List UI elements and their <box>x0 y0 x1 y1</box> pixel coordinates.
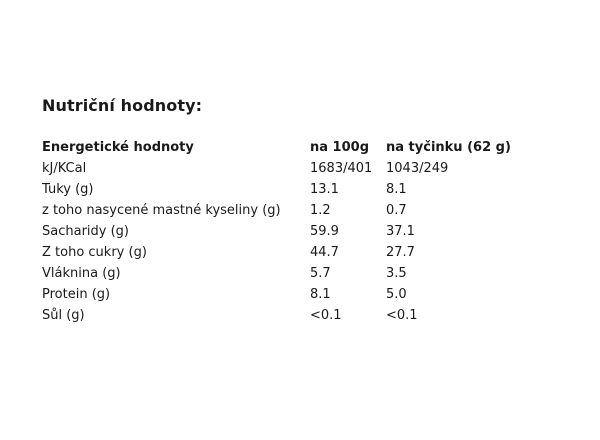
table-row <box>42 179 526 200</box>
header-per-bar: na tyčinku (62 g) <box>386 140 511 155</box>
nutrition-table <box>42 137 526 326</box>
row-per-100g: <0.1 <box>310 308 342 323</box>
row-per-100g: 5.7 <box>310 266 331 281</box>
row-per-bar: 27.7 <box>386 245 415 260</box>
row-label: z toho nasycené mastné kyseliny (g) <box>42 203 281 218</box>
row-per-bar: 8.1 <box>386 182 407 197</box>
row-label: Z toho cukry (g) <box>42 245 147 260</box>
row-label: Protein (g) <box>42 287 111 302</box>
row-per-100g: 1.2 <box>310 203 331 218</box>
row-label: Vláknina (g) <box>42 266 121 281</box>
nutrition-section <box>42 96 526 326</box>
table-row <box>42 221 526 242</box>
row-label: Sůl (g) <box>42 308 85 323</box>
header-per-100g: na 100g <box>310 140 369 155</box>
row-per-100g: 1683/401 <box>310 161 373 176</box>
table-row <box>42 284 526 305</box>
table-row <box>42 305 526 326</box>
row-per-bar: 1043/249 <box>386 161 449 176</box>
table-header-row <box>42 137 526 158</box>
row-per-100g: 8.1 <box>310 287 331 302</box>
row-label: kJ/KCal <box>42 161 87 176</box>
nutrition-title: Nutriční hodnoty: <box>42 96 203 115</box>
row-per-100g: 13.1 <box>310 182 339 197</box>
row-per-100g: 59.9 <box>310 224 339 239</box>
table-row <box>42 158 526 179</box>
row-per-100g: 44.7 <box>310 245 339 260</box>
table-row <box>42 200 526 221</box>
row-per-bar: 3.5 <box>386 266 407 281</box>
row-label: Sacharidy (g) <box>42 224 130 239</box>
row-per-bar: 0.7 <box>386 203 407 218</box>
header-energy: Energetické hodnoty <box>42 140 194 155</box>
table-row <box>42 242 526 263</box>
row-per-bar: <0.1 <box>386 308 418 323</box>
row-per-bar: 37.1 <box>386 224 415 239</box>
row-label: Tuky (g) <box>42 182 94 197</box>
row-per-bar: 5.0 <box>386 287 407 302</box>
table-row <box>42 263 526 284</box>
